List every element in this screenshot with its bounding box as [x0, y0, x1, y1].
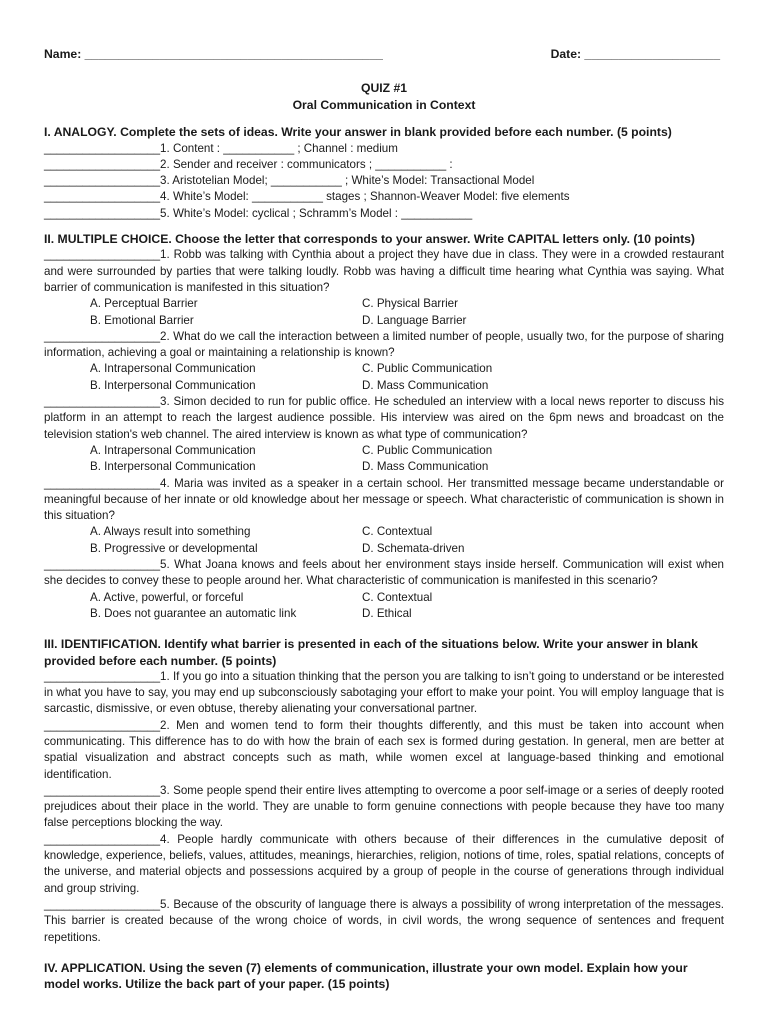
identification-item-4: __________________4. People hardly communicate with others because of their differences in the cumulative deposit of knowledge, experience, beliefs, values, attitudes, meanings, hierarchies, religion, notions of time, roles, spatial relations, concepts of the universe, and material objects and possessions acquired by a group of people in the course of generations through individual and group striving.: [44, 832, 724, 895]
mc-option: A. Always result into something: [90, 525, 251, 539]
identification-item-1: __________________1. If you go into a situation thinking that the person you are talking to isn’t going to understand or be interested in what you have to say, you may end up subconsciously sabotaging your effort to make your point. You will employ language that is sarcastic, dismissive, or even obtuse, thereby alienating your conversational partner.: [44, 669, 725, 716]
analogy-heading: I. ANALOGY. Complete the sets of ideas. Write your answer in blank provided before each number. (5 points): [44, 125, 672, 140]
mc-option: D. Schemata-driven: [362, 541, 465, 555]
quiz-page: [44, 46, 724, 992]
mc-option: B. Interpersonal Communication: [90, 460, 256, 474]
identification-item-2: __________________2. Men and women tend to form their thoughts differently, and this must be taken into account when communicating. This difference has to do with how the brain of each sex is formed during gestation. In general, men are better at spatial visualization and abstract concepts such as math, while women excel at language-based thinking and emotional identification.: [44, 718, 724, 781]
mc-option: B. Emotional Barrier: [90, 313, 194, 327]
mc-option: B. Progressive or developmental: [90, 541, 258, 555]
mc-option: A. Intrapersonal Communication: [90, 443, 256, 457]
analogy-item-1: __________________1. Content : ___________ ; Channel : medium: [44, 141, 398, 155]
mc-option: D. Ethical: [362, 606, 412, 620]
multiple-choice-heading: II. MULTIPLE CHOICE. Choose the letter that corresponds to your answer. Write CAPITAL letters only. (10 points): [44, 232, 695, 247]
mc-option: A. Intrapersonal Communication: [90, 362, 256, 376]
mc-options-5: [44, 590, 724, 623]
application-heading: IV. APPLICATION. Using the seven (7) elements of communication, illustrate your own model. Explain how your model works. Utilize the back part of your paper. (15 points): [44, 960, 688, 992]
identification-item-5: __________________5. Because of the obscurity of language there is always a possibility of wrong interpretation of the messages. This barrier is created because of the wrong choice of words, in civil words, the wrong sequence of sentences and frequent repetitions.: [44, 897, 724, 944]
mc-option: B. Does not guarantee an automatic link: [90, 606, 297, 620]
analogy-item-2: __________________2. Sender and receiver : communicators ; ___________ :: [44, 157, 453, 171]
mc-option: A. Perceptual Barrier: [90, 297, 198, 311]
mc-question-1: __________________1. Robb was talking with Cynthia about a project they have due in class. They were in a crowded restaurant and were surrounded by parties that were talking loudly. Robb was having a difficult time hearing what Cynthia was saying. What barrier of communication is manifested in this situation?: [44, 248, 724, 294]
mc-question-2: __________________2. What do we call the interaction between a limited number of people, usually two, for the purpose of sharing information, achieving a goal or maintaining a relationship is known?: [44, 329, 724, 360]
header-row: [44, 46, 724, 62]
mc-option: B. Interpersonal Communication: [90, 378, 256, 392]
mc-option: C. Contextual: [362, 590, 433, 604]
analogy-item-4: __________________4. White’s Model: ___________ stages ; Shannon-Weaver Model: five elements: [44, 190, 570, 204]
mc-options-4: [44, 524, 724, 557]
analogy-item-3: __________________3. Aristotelian Model; ___________ ; White’s Model: Transactional Model: [44, 174, 535, 188]
mc-question-4: __________________4. Maria was invited as a speaker in a certain school. Her transmitted message became understandable or meaningful because of her innate or old knowledge about her message or speech. What characteristic of communication is shown in this situation?: [44, 476, 724, 523]
name-field-label: Name: ____________________________________________: [44, 47, 383, 61]
mc-options-1: [44, 296, 724, 329]
identification-item-3: __________________3. Some people spend their entire lives attempting to overcome a poor self-image or a series of deeply rooted prejudices about their place in the world. They are unable to form genuine connections with people because they have too many false perceptions blocking the way.: [44, 783, 724, 830]
date-field-label: Date: ____________________: [550, 47, 720, 61]
mc-option: D. Mass Communication: [362, 460, 489, 474]
mc-question-5: __________________5. What Joana knows and feels about her environment stays inside herself. Communication will exist when she decides to convey these to people around her. What characteristic of communication is manifested in this scenario?: [44, 558, 724, 588]
mc-option: C. Physical Barrier: [362, 297, 458, 311]
identification-heading: III. IDENTIFICATION. Identify what barrier is presented in each of the situations below. Write your answer in blank provided before each number. (5 points): [44, 637, 698, 668]
quiz-subtitle: Oral Communication in Context: [292, 98, 476, 113]
mc-option: C. Public Communication: [362, 443, 493, 457]
mc-option: C. Public Communication: [362, 362, 493, 376]
mc-options-3: [44, 443, 724, 476]
mc-option: C. Contextual: [362, 525, 433, 539]
mc-option: D. Language Barrier: [362, 313, 467, 327]
mc-question-3: __________________3. Simon decided to run for public office. He scheduled an interview with a local news reporter to discuss his platform in an attempt to reach the largest audience possible. His interview was aired on the 6pm news and broadcast on the television station's web channel. The aired interview is known as what type of communication?: [44, 395, 724, 441]
mc-options-2: [44, 361, 724, 394]
quiz-title: QUIZ #1: [360, 81, 408, 96]
mc-option: D. Mass Communication: [362, 378, 489, 392]
analogy-item-5: __________________5. White’s Model: cyclical ; Schramm’s Model : ___________: [44, 206, 473, 220]
mc-option: A. Active, powerful, or forceful: [90, 590, 244, 604]
